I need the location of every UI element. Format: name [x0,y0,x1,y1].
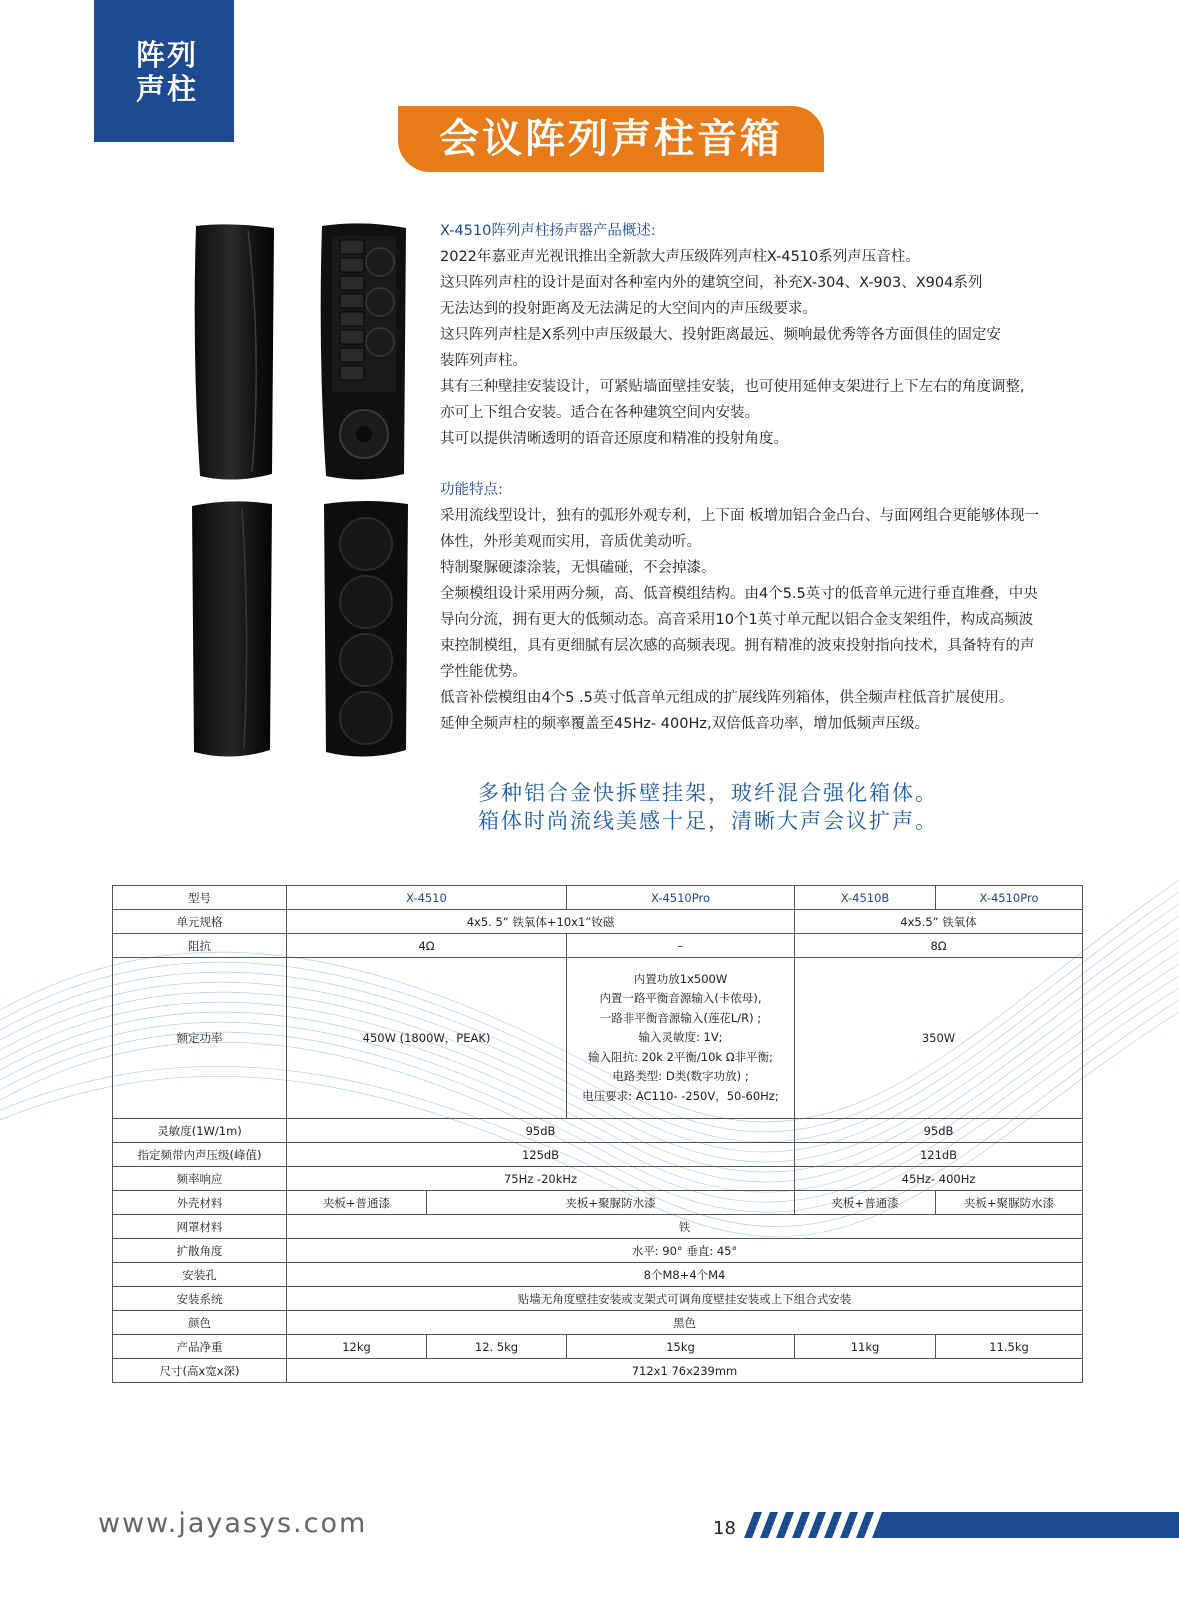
value-cell: 夹板+普通漆 [287,1191,427,1215]
website-url: www.jayasys.com [98,1508,368,1539]
value-cell: 45Hz- 400Hz [795,1167,1083,1191]
speaker-back-image [188,500,276,760]
value-cell: 8个M8+4个M4 [287,1263,1083,1287]
value-cell: 黑色 [287,1311,1083,1335]
table-row [113,1359,1083,1383]
table-row [113,958,1083,1119]
value-cell: 75Hz -20kHz [287,1167,795,1191]
table-row [113,1215,1083,1239]
value-cell: 450W (1800W，PEAK) [287,958,567,1119]
value-cell: 4x5.5” 铁氧体 [795,910,1083,934]
value-cell: 11.5kg [936,1335,1083,1359]
model-cell: X-4510Pro [936,886,1083,910]
features-section [440,477,1039,737]
model-cell: X-4510B [795,886,936,910]
overview-paragraph: 装阵列声柱。 [440,353,527,369]
value-cell: 铁 [287,1215,1083,1239]
speaker-bass-module-image [320,500,412,760]
category-tag-line2: 声柱 [136,72,199,106]
value-cell: 4x5. 5” 铁氧体+10x1”钕磁 [287,910,795,934]
value-cell: 8Ω [795,934,1083,958]
footer-stripe-graphic [744,1512,1179,1538]
power-detail-line: 一路非平衡音源输入(莲花L/R) ; [599,1010,762,1025]
model-cell: X-4510Pro [567,886,795,910]
features-paragraph: 特制聚脲硬漆涂装，无惧磕碰，不会掉漆。 [440,560,716,576]
features-paragraph: 低音补偿模组由4个5 .5英寸低音单元组成的扩展线阵列箱体，供全频声柱低音扩展使用。 [440,690,1014,706]
power-detail-line: 输入灵敏度: 1V; [638,1030,723,1045]
value-cell: 水平: 90° 垂直: 45° [287,1239,1083,1263]
table-row [113,934,1083,958]
slogan-line2: 箱体时尚流线美感十足，清晰大声会议扩声。 [478,809,938,833]
row-label: 外壳材料 [113,1191,287,1215]
row-label: 网罩材料 [113,1215,287,1239]
overview-heading: X-4510阵列声柱扬声器产品概述: [440,223,656,239]
speaker-front-closed-image [190,222,280,484]
features-paragraph: 导向分流，拥有更大的低频动态。高音采用10个1英寸单元配以铝合金支架组件，构成高频波 [440,612,1034,628]
table-row [113,910,1083,934]
value-cell: 712x1 76x239mm [287,1359,1083,1383]
features-paragraph: 学性能优势。 [440,664,527,680]
value-cell: 贴墙无角度壁挂安装或支架式可调角度壁挂安装或上下组合式安装 [287,1287,1083,1311]
overview-paragraph: 无法达到的投射距离及无法满足的大空间内的声压级要求。 [440,301,817,317]
model-cell: X-4510 [287,886,567,910]
category-tag-line1: 阵列 [136,38,199,72]
table-row [113,1311,1083,1335]
overview-paragraph: 其有三种壁挂安装设计，可紧贴墙面壁挂安装，也可使用延伸支架进行上下左右的角度调整, [440,379,1025,395]
row-label: 指定频带内声压级(峰值) [113,1143,287,1167]
speaker-front-open-image [318,222,410,484]
row-label: 扩散角度 [113,1239,287,1263]
value-cell: 11kg [795,1335,936,1359]
power-detail-line: 内置功放1x500W [633,971,728,986]
power-detail-line: 输入阻抗: 20k 2平衡/10k Ω非平衡; [588,1049,773,1064]
value-cell: 125dB [287,1143,795,1167]
value-cell: 夹板+聚脲防水漆 [427,1191,795,1215]
features-paragraph: 采用流线型设计，独有的弧形外观专利，上下面 板增加铝合金凸台、与面网组合更能够体现一 [440,508,1040,524]
row-label: 安装孔 [113,1263,287,1287]
row-label: 产品净重 [113,1335,287,1359]
value-cell: 12kg [287,1335,427,1359]
table-row [113,1167,1083,1191]
overview-paragraph: 亦可上下组合安装。适合在各种建筑空间内安装。 [440,405,759,421]
table-row [113,1143,1083,1167]
value-cell: 350W [795,958,1083,1119]
category-tag [94,0,234,142]
row-label: 额定功率 [113,958,287,1119]
spec-table [112,885,1083,1383]
overview-paragraph: 2022年嘉亚声光视讯推出全新款大声压级阵列声柱X-4510系列声压音柱。 [440,249,920,265]
value-cell: 夹板+普通漆 [795,1191,936,1215]
value-cell: – [567,934,795,958]
row-label: 颜色 [113,1311,287,1335]
power-detail-cell [567,958,795,1119]
table-row [113,1263,1083,1287]
value-cell: 95dB [287,1119,795,1143]
features-paragraph: 体性，外形美观而实用，音质优美动听。 [440,534,701,550]
row-label: 频率响应 [113,1167,287,1191]
slogan-line1: 多种铝合金快拆壁挂架，玻纤混合强化箱体。 [478,781,938,805]
power-detail-line: 电压要求: AC110- -250V，50-60Hz; [582,1088,779,1103]
overview-paragraph: 这只阵列声柱是X系列中声压级最大、投射距离最远、频响最优秀等各方面俱佳的固定安 [440,327,1001,343]
row-label: 灵敏度(1W/1m) [113,1119,287,1143]
value-cell: 4Ω [287,934,567,958]
power-detail-line: 电路类型: D类(数字功放) ; [612,1069,749,1084]
row-label: 尺寸(高x宽x深) [113,1359,287,1383]
table-row [113,1287,1083,1311]
features-heading: 功能特点: [440,482,503,498]
row-label: 安装系统 [113,1287,287,1311]
value-cell: 95dB [795,1119,1083,1143]
row-label: 型号 [113,886,287,910]
table-row [113,1191,1083,1215]
overview-section [440,218,1025,452]
overview-paragraph: 这只阵列声柱的设计是面对各种室内外的建筑空间，补充X-304、X-903、X904系列 [440,275,983,291]
table-row [113,1239,1083,1263]
table-row [113,886,1083,910]
row-label: 单元规格 [113,910,287,934]
table-row [113,1119,1083,1143]
table-row [113,1335,1083,1359]
page-title: 会议阵列声柱音箱 [398,106,824,172]
value-cell: 15kg [567,1335,795,1359]
page-number: 18 [713,1518,736,1539]
features-paragraph: 束控制模组，具有更细腻有层次感的高频表现。拥有精准的波束投射指向技术，具备特有的声 [440,638,1035,654]
power-detail-line: 内置一路平衡音源输入(卡侬母), [599,991,762,1006]
overview-paragraph: 其可以提供清晰透明的语音还原度和精准的投射角度。 [440,431,788,447]
features-paragraph: 延伸全频声柱的频率覆盖至45Hz- 400Hz,双倍低音功率，增加低频声压级。 [440,716,930,732]
value-cell: 12. 5kg [427,1335,567,1359]
features-paragraph: 全频模组设计采用两分频，高、低音模组结构。由4个5.5英寸的低音单元进行垂直堆叠，中央 [440,586,1038,602]
row-label: 阻抗 [113,934,287,958]
value-cell: 夹板+聚脲防水漆 [936,1191,1083,1215]
value-cell: 121dB [795,1143,1083,1167]
